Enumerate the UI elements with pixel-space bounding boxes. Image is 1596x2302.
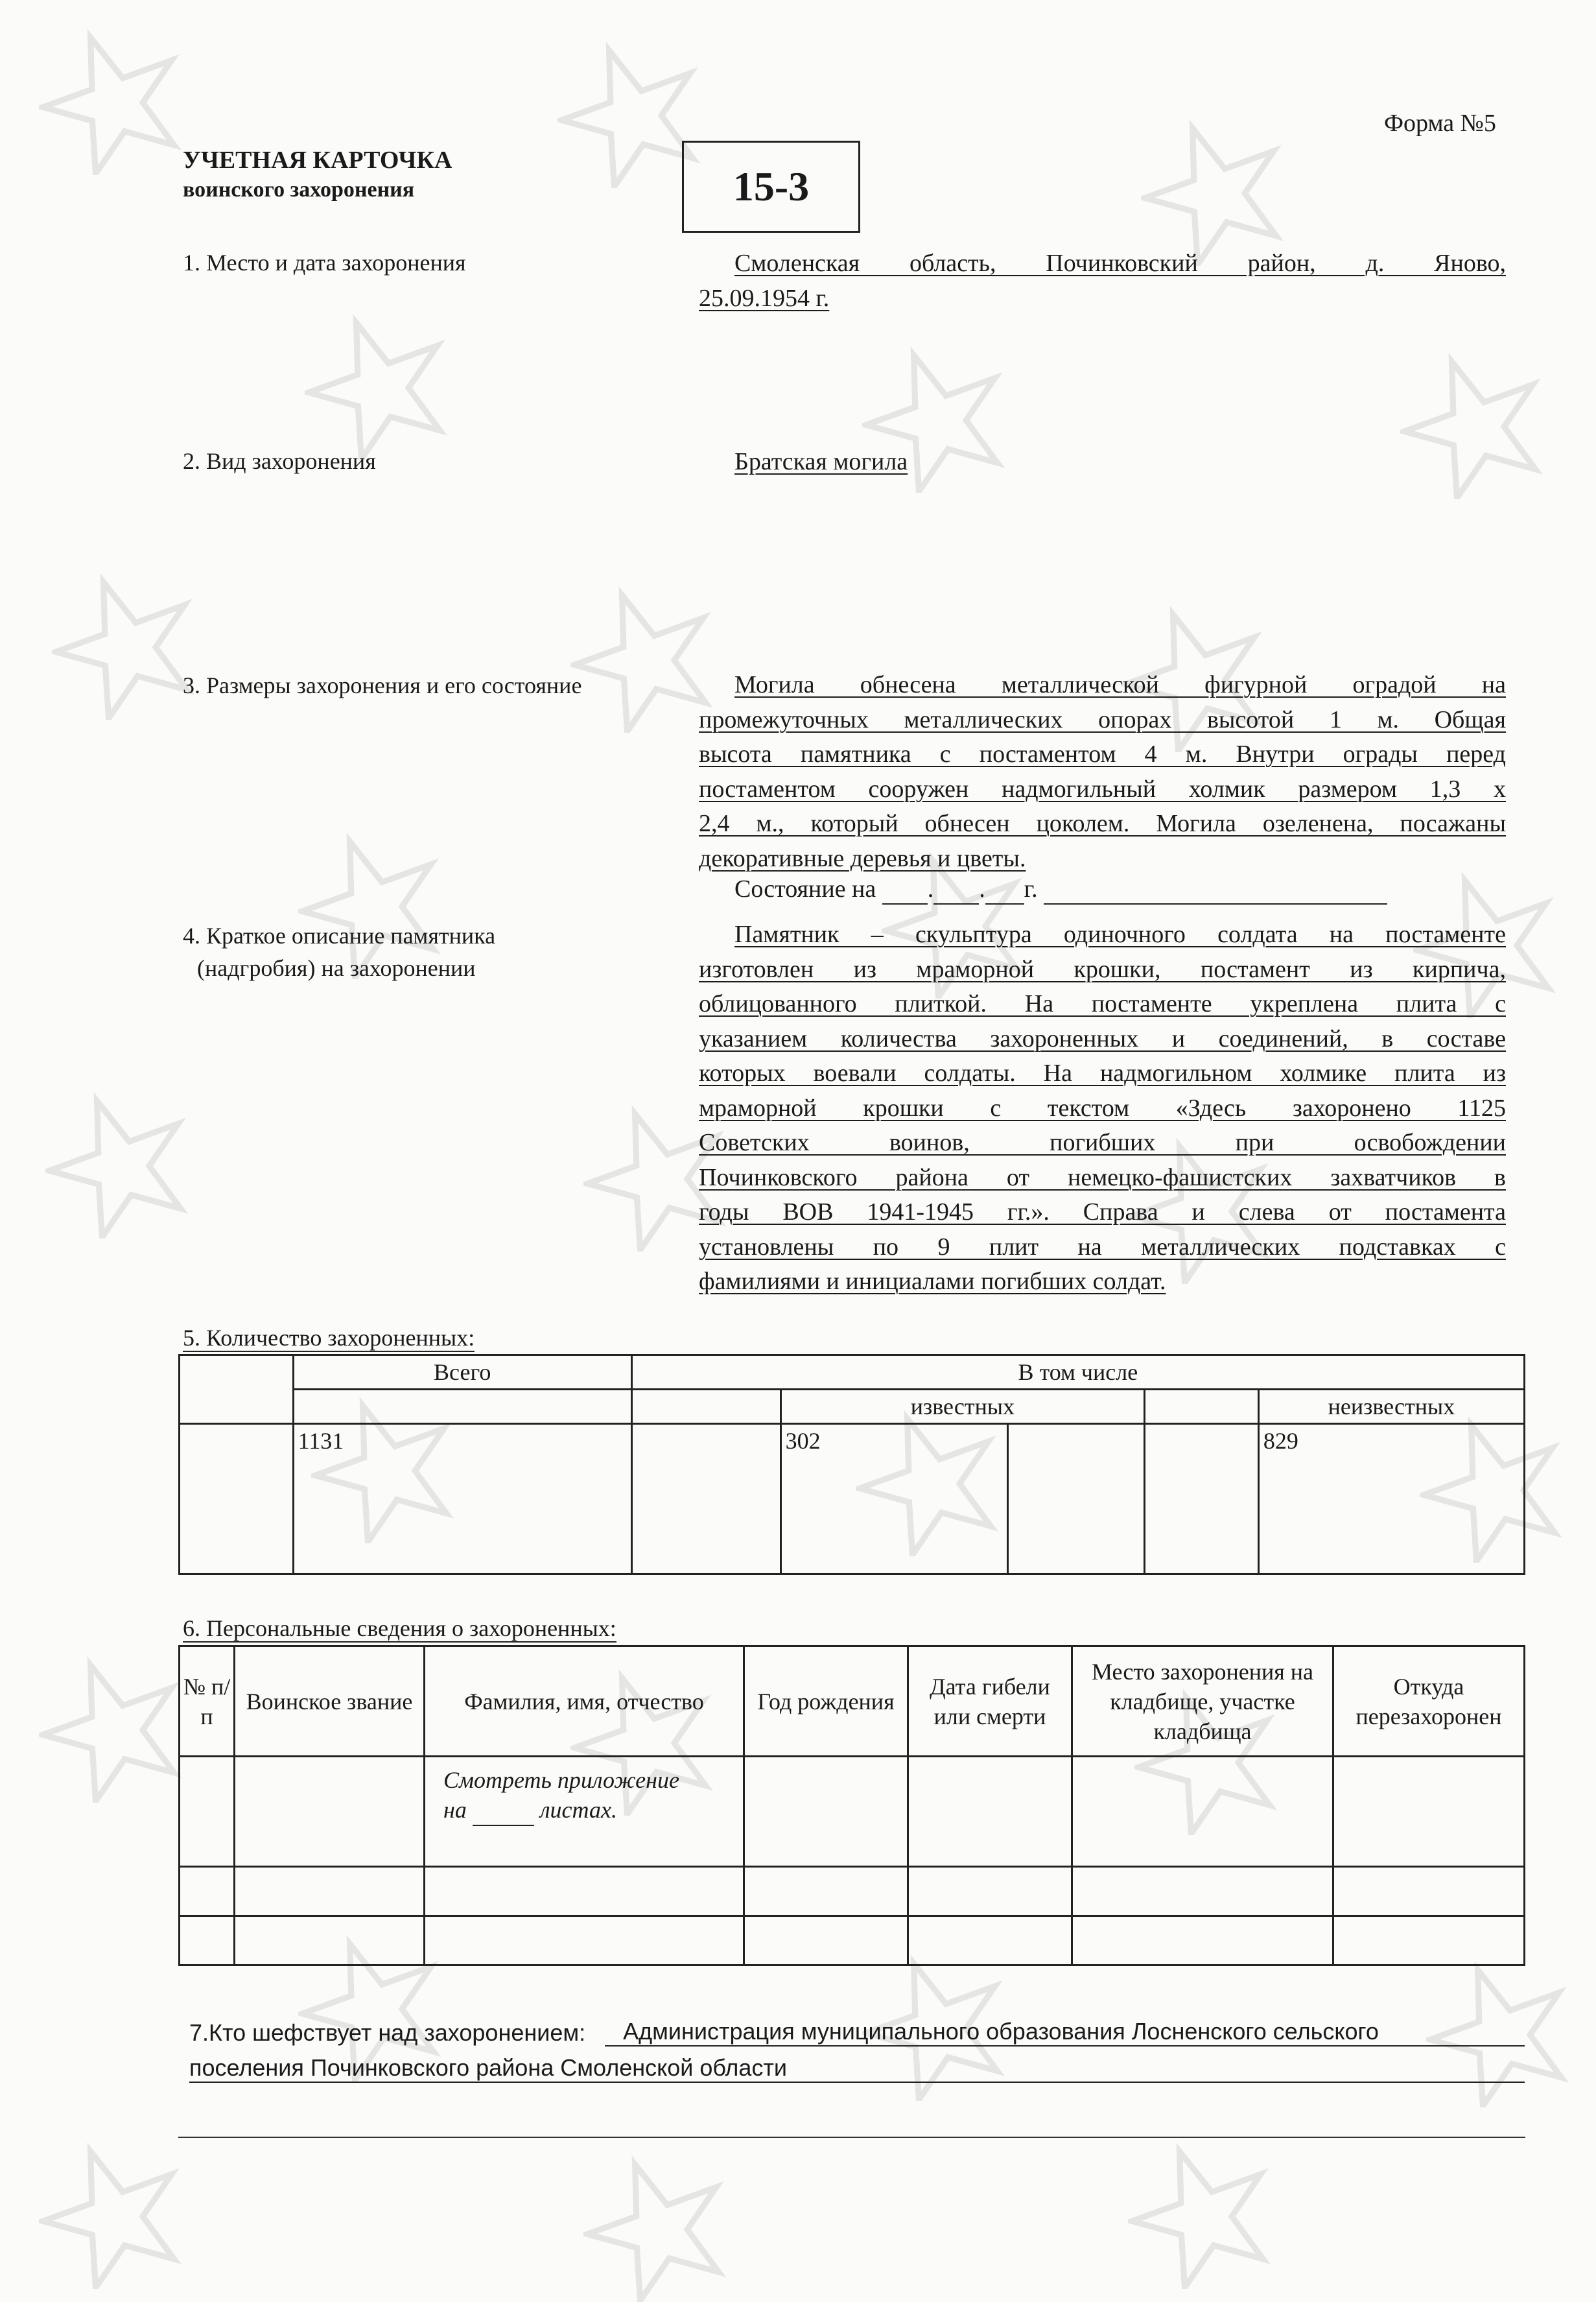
s5-header-known: известных: [780, 1390, 1145, 1424]
s5-subhead-empty3: [1145, 1390, 1259, 1424]
watermark-star-icon: [39, 26, 188, 175]
s6-note-prefix: на: [443, 1797, 467, 1823]
section5-table: [178, 1354, 1525, 1575]
section7-value-line1: Администрация муниципального образования Лосненского сельского: [605, 2018, 1525, 2047]
s5-cell-empty2: [1008, 1424, 1145, 1574]
watermark-star-icon: [305, 311, 454, 460]
s5-row-empty: [180, 1424, 294, 1574]
state-month-blank: [933, 875, 979, 905]
watermark-star-icon: [39, 1654, 188, 1803]
s6-col-origin: Откуда перезахоронен: [1333, 1646, 1525, 1757]
s5-cell-empty: [631, 1424, 780, 1574]
field2-label: 2. Вид захоронения: [183, 448, 376, 474]
field3-line: промежуточных металлических опорах высотой 1 м. Общая: [699, 706, 1506, 733]
field4-line: Памятник – скульптура одиночного солдата на постаменте: [734, 921, 1506, 948]
section7-value-line2: поселения Починковского района Смоленской области: [189, 2054, 1525, 2083]
s5-subhead-empty: [293, 1390, 631, 1424]
state-dot2: .: [979, 875, 985, 903]
bottom-rule: [178, 2137, 1525, 2138]
state-day-blank: [882, 875, 928, 905]
section6-table: [178, 1645, 1525, 1966]
state-dot1: .: [927, 875, 934, 903]
field4-line: указанием количества захороненных и соединений, в составе: [699, 1025, 1506, 1052]
s6-cell: [744, 1757, 908, 1867]
watermark-star-icon: [39, 2140, 188, 2289]
card-number-box: [682, 141, 860, 233]
s5-total-value: 1131: [293, 1424, 631, 1574]
s6-note-suffix: листах.: [539, 1797, 617, 1823]
s6-cell: [425, 1916, 744, 1965]
field1-value: [699, 246, 1506, 316]
section5-label: [183, 1324, 475, 1351]
section5-label-text: 5. Количество захороненных:: [183, 1325, 475, 1351]
s5-unknown-value: 829: [1258, 1424, 1524, 1574]
s6-cell: [235, 1757, 425, 1867]
field1-line2: 25.09.1954 г.: [699, 284, 830, 312]
field4-line: Советских воинов, погибших при освобождении: [699, 1129, 1506, 1156]
card-title-line1: УЧЕТНАЯ КАРТОЧКА: [183, 147, 452, 174]
field4-label: [183, 920, 495, 984]
s6-cell: [908, 1867, 1072, 1916]
state-year-blank: [985, 875, 1024, 905]
field3-line: декоративные деревья и цветы.: [699, 844, 1026, 872]
field3-state: [734, 875, 1506, 905]
field4-value: [699, 918, 1506, 1299]
field3-line: высота памятника с постаментом 4 м. Внутри ограды перед: [699, 741, 1506, 768]
field3-line: 2,4 м., который обнесен цоколем. Могила озеленена, посажаны: [699, 810, 1506, 837]
s6-cell: [908, 1757, 1072, 1867]
s6-cell: [180, 1757, 235, 1867]
s6-note-blank: [473, 1795, 534, 1826]
watermark-star-icon: [570, 584, 720, 733]
s6-cell: [908, 1916, 1072, 1965]
s6-col-death: Дата гибели или смерти: [908, 1646, 1072, 1757]
section6-label: [183, 1615, 616, 1642]
field1-label: 1. Место и дата захоронения: [183, 250, 466, 276]
s6-note: [425, 1757, 744, 1867]
field4-line: которых воевали солдаты. На надмогильном холмике плита из: [699, 1060, 1506, 1087]
s6-cell: [744, 1867, 908, 1916]
card-title-line2: воинского захоронения: [183, 178, 415, 202]
s5-known-value: 302: [780, 1424, 1008, 1574]
s6-cell: [744, 1916, 908, 1965]
field4-line: годы ВОВ 1941-1945 гг.». Справа и слева от постамента: [699, 1198, 1506, 1226]
field2-text: Братская могила: [734, 448, 908, 475]
field1-line1: Смоленская область, Починковский район, д. Яново,: [734, 250, 1506, 277]
s5-header-unknown: неизвестных: [1258, 1390, 1524, 1424]
field4-line: изготовлен из мраморной крошки, постамент из кирпича,: [699, 955, 1506, 983]
field3-line: постаментом сооружен надмогильный холмик размером 1,3 х: [699, 775, 1506, 803]
watermark-star-icon: [1128, 2140, 1277, 2289]
s6-col-num: № п/п: [180, 1646, 235, 1757]
section6-label-text: 6. Персональные сведения о захороненных:: [183, 1615, 616, 1641]
s6-cell: [1333, 1916, 1525, 1965]
field4-label-line2: (надгробия) на захоронении: [197, 955, 476, 981]
watermark-star-icon: [583, 2153, 733, 2302]
watermark-star-icon: [1141, 117, 1290, 266]
field3-label: 3. Размеры захоронения и его состояние: [183, 672, 582, 698]
s5-empty-head: [180, 1355, 294, 1424]
state-year: г.: [1024, 875, 1038, 903]
s6-cell: [180, 1916, 235, 1965]
s6-cell: [1072, 1916, 1333, 1965]
s6-cell: [235, 1916, 425, 1965]
field4-label-line1: 4. Краткое описание памятника: [183, 923, 496, 949]
s6-cell: [1072, 1867, 1333, 1916]
s5-cell-empty3: [1145, 1424, 1259, 1574]
s6-cell: [1333, 1867, 1525, 1916]
field3-line: Могила обнесена металлической фигурной оградой на: [734, 671, 1506, 698]
s6-col-place: Место захоронения на кладбище, участке кладбища: [1072, 1646, 1333, 1757]
s6-cell: [1333, 1757, 1525, 1867]
card-number: 15-3: [733, 163, 810, 209]
field4-line: фамилиями и инициалами погибших солдат.: [699, 1268, 1166, 1295]
watermark-star-icon: [45, 1089, 194, 1239]
field4-line: мраморной крошки с текстом «Здесь захоронено 1125: [699, 1094, 1506, 1122]
field2-value: [734, 445, 1542, 480]
field3-value: [699, 668, 1506, 876]
field4-line: Починковского района от немецко-фашистских захватчиков в: [699, 1163, 1506, 1191]
card-title: [183, 145, 452, 205]
s5-subhead-empty2: [631, 1390, 780, 1424]
watermark-star-icon: [52, 571, 201, 720]
s6-cell: [1072, 1757, 1333, 1867]
s6-col-birth: Год рождения: [744, 1646, 908, 1757]
s5-header-including: В том числе: [631, 1355, 1524, 1390]
s6-note-line1: Смотреть приложение: [443, 1767, 679, 1793]
section7-label: 7.Кто шефствует над захоронением:: [189, 2019, 586, 2046]
s6-cell: [425, 1867, 744, 1916]
s5-header-total: Всего: [293, 1355, 631, 1390]
field4-line: установлены по 9 плит на металлических подставках с: [699, 1233, 1506, 1261]
s6-col-name: Фамилия, имя, отчество: [425, 1646, 744, 1757]
section7: [189, 2018, 1525, 2083]
form-number: Форма №5: [1384, 110, 1496, 137]
field4-line: облицованного плиткой. На постаменте укреплена плита с: [699, 990, 1506, 1017]
s6-cell: [235, 1867, 425, 1916]
s6-cell: [180, 1867, 235, 1916]
s6-col-rank: Воинское звание: [235, 1646, 425, 1757]
state-prefix: Состояние на: [734, 875, 876, 903]
state-value-blank: [1044, 875, 1387, 905]
